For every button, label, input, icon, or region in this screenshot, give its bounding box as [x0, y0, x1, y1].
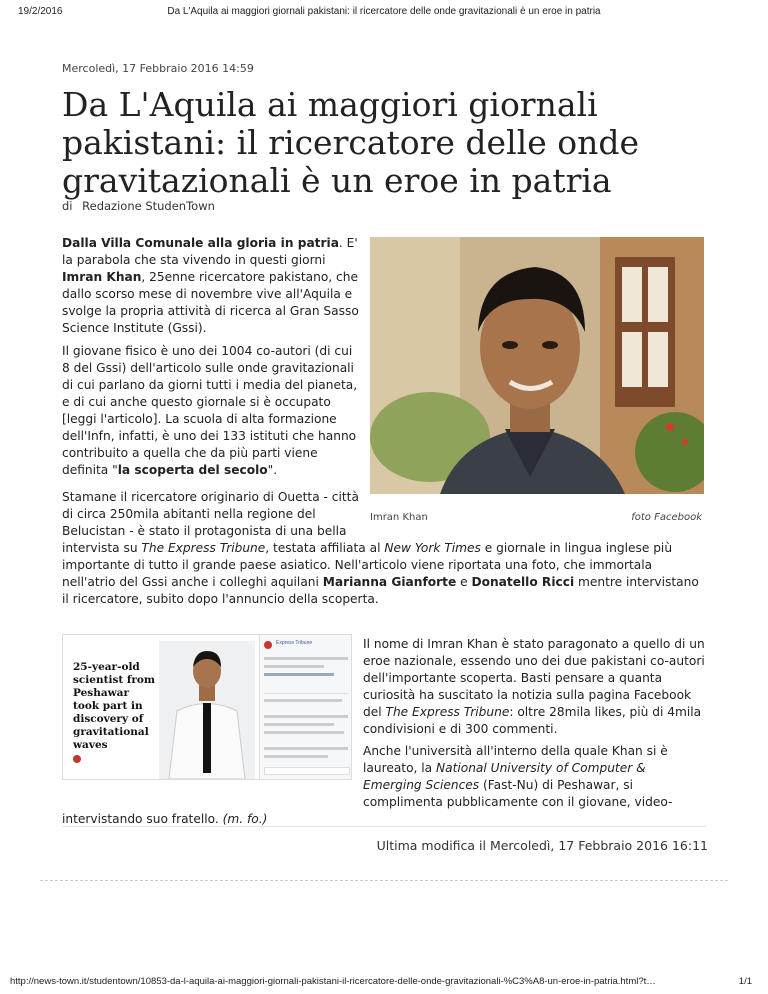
photo-credit: foto Facebook — [631, 512, 702, 523]
last-modified: Ultima modifica il Mercoledì, 17 Febbraio 2016 16:11 — [376, 838, 708, 853]
p3-text-2: , testata affiliata al — [265, 541, 385, 555]
divider — [264, 693, 348, 694]
p4-italic-1: The Express Tribune — [385, 705, 510, 719]
social-headline-line: took part in — [73, 700, 143, 712]
print-footer — [0, 976, 768, 990]
social-headline-line: 25-year-old — [73, 661, 140, 673]
p3-bold-1: Marianna Gianforte — [322, 575, 457, 589]
p3-text-1: Stamane il ricercatore originario di Ouetta - città di circa 250mila abitanti nella regione del Belucistan - è stato il protagonista di una bella intervista su — [62, 490, 359, 555]
p3-text-5: mentre intervistano il ricercatore, subito dopo l'annuncio della scoperta. — [62, 575, 699, 606]
p4-text-1: Il nome di Imran Khan è stato paragonato a quello di un eroe nazionale, essendo uno dei due pakistani co-autori dell'importante scoperta. Basti pensare a quanta curiosità ha suscitato la notizia sulla pagina Facebook del — [363, 637, 705, 719]
page-number: 1/1 — [738, 976, 752, 987]
p1-text-2: , 25enne ricercatore pakistano, che dallo scorso mese di novembre vive all'Aquila e svolge la propria attività di ricerca al Gran Sasso Science Institute (Gssi). — [62, 270, 359, 335]
p5-italic-2: (m. fo.) — [222, 812, 268, 826]
photo-caption: Imran Khan — [370, 512, 428, 523]
page-name: Express Tribune — [276, 640, 313, 646]
social-headline-line: Peshawar — [73, 687, 130, 699]
social-headline — [73, 661, 155, 752]
social-headline-line: discovery of — [73, 713, 144, 725]
social-headline-line: waves — [73, 739, 108, 751]
photo-caption-spacer — [360, 489, 706, 535]
paragraph-5 — [62, 743, 708, 828]
post-line — [264, 699, 342, 702]
p3-italic-1: The Express Tribune — [141, 541, 266, 555]
p5-italic-1: National University of Computer & Emerging Sciences — [363, 761, 646, 792]
article-date: Mercoledì, 17 Febbraio 2016 14:59 — [62, 62, 254, 75]
image-spacer — [62, 743, 363, 811]
paragraph-3 — [62, 489, 706, 608]
p3-text-3: e giornale in lingua inglese più importante di tutto il grande paese asiatico. Nell'articolo viene riportata una foto, che immortala nell'atrio del Gssi anche i colleghi aquilani — [62, 541, 673, 589]
article-link[interactable]: leggi l'articolo — [66, 412, 153, 426]
dashed-divider — [40, 880, 728, 881]
lead-text: Dalla Villa Comunale alla gloria in patria — [62, 236, 339, 250]
post-line — [264, 657, 348, 660]
page-avatar-icon — [264, 641, 272, 649]
p1-text-1: . E' la parabola che sta vivendo in questi giorni — [62, 236, 358, 267]
print-title: Da L'Aquila ai maggiori giornali pakistani: il ricercatore delle onde gravitazionali è un eroe in patria — [167, 6, 601, 17]
post-line — [264, 673, 334, 676]
p2-text-3: ". — [267, 463, 278, 477]
post-line — [264, 715, 348, 718]
byline-prefix: di — [62, 199, 73, 213]
p3-italic-2: New York Times — [384, 541, 481, 555]
post-line — [264, 665, 324, 668]
p2-bold: la scoperta del secolo — [117, 463, 268, 477]
post-line — [264, 731, 344, 734]
post-line — [264, 723, 334, 726]
article-title: Da L'Aquila ai maggiori giornali pakistani: il ricercatore delle onde gravitazionali è un eroe in patria — [62, 85, 639, 200]
p5-text-1: Anche l'università all'interno della quale Khan si è laureato, la — [363, 744, 668, 775]
social-headline-line: scientist from — [73, 674, 156, 686]
p5-text-2: (Fast-Nu) di Peshawar, si complimenta pubblicamente con il giovane, video-intervistando suo fratello. — [62, 778, 673, 826]
paragraph-1 — [62, 235, 360, 337]
p3-text-4: e — [456, 575, 472, 589]
imran-khan-photo — [370, 237, 704, 494]
print-date: 19/2/2016 — [18, 6, 63, 17]
paragraph-2 — [62, 343, 360, 479]
p3-bold-2: Donatello Ricci — [471, 575, 575, 589]
author-name[interactable]: Redazione StudenTown — [82, 199, 215, 213]
p2-text-2: ]. La scuola di alta formazione dell'Infn, infatti, è uno dei 133 istituti che hanno contribuito a quella che da più parti viene definita " — [62, 412, 357, 477]
p4-text-2: : oltre 28mila likes, più di 4mila condivisioni e di 300 commenti. — [363, 705, 702, 736]
p1-name: Imran Khan — [62, 270, 142, 284]
social-headline-line: gravitational — [73, 726, 149, 738]
print-header — [0, 6, 768, 20]
divider — [62, 826, 706, 827]
paragraph-4 — [363, 636, 708, 738]
p2-text-1: Il giovane fisico è uno dei 1004 co-autori (di cui 8 del Gssi) dell'articolo sulle onde gravitazionali di cui parlano da giorni tutti i media del pianeta, e di cui anche questo giornale si è occupato [ — [62, 344, 358, 426]
byline — [62, 199, 215, 213]
print-url: http://news-town.it/studentown/10853-da-l-aquila-ai-maggiori-giornali-pakistani-il-ricercatore-delle-onde-gravitazionali-%C3%A8-un-eroe-in-patria.html?t… — [10, 976, 656, 987]
